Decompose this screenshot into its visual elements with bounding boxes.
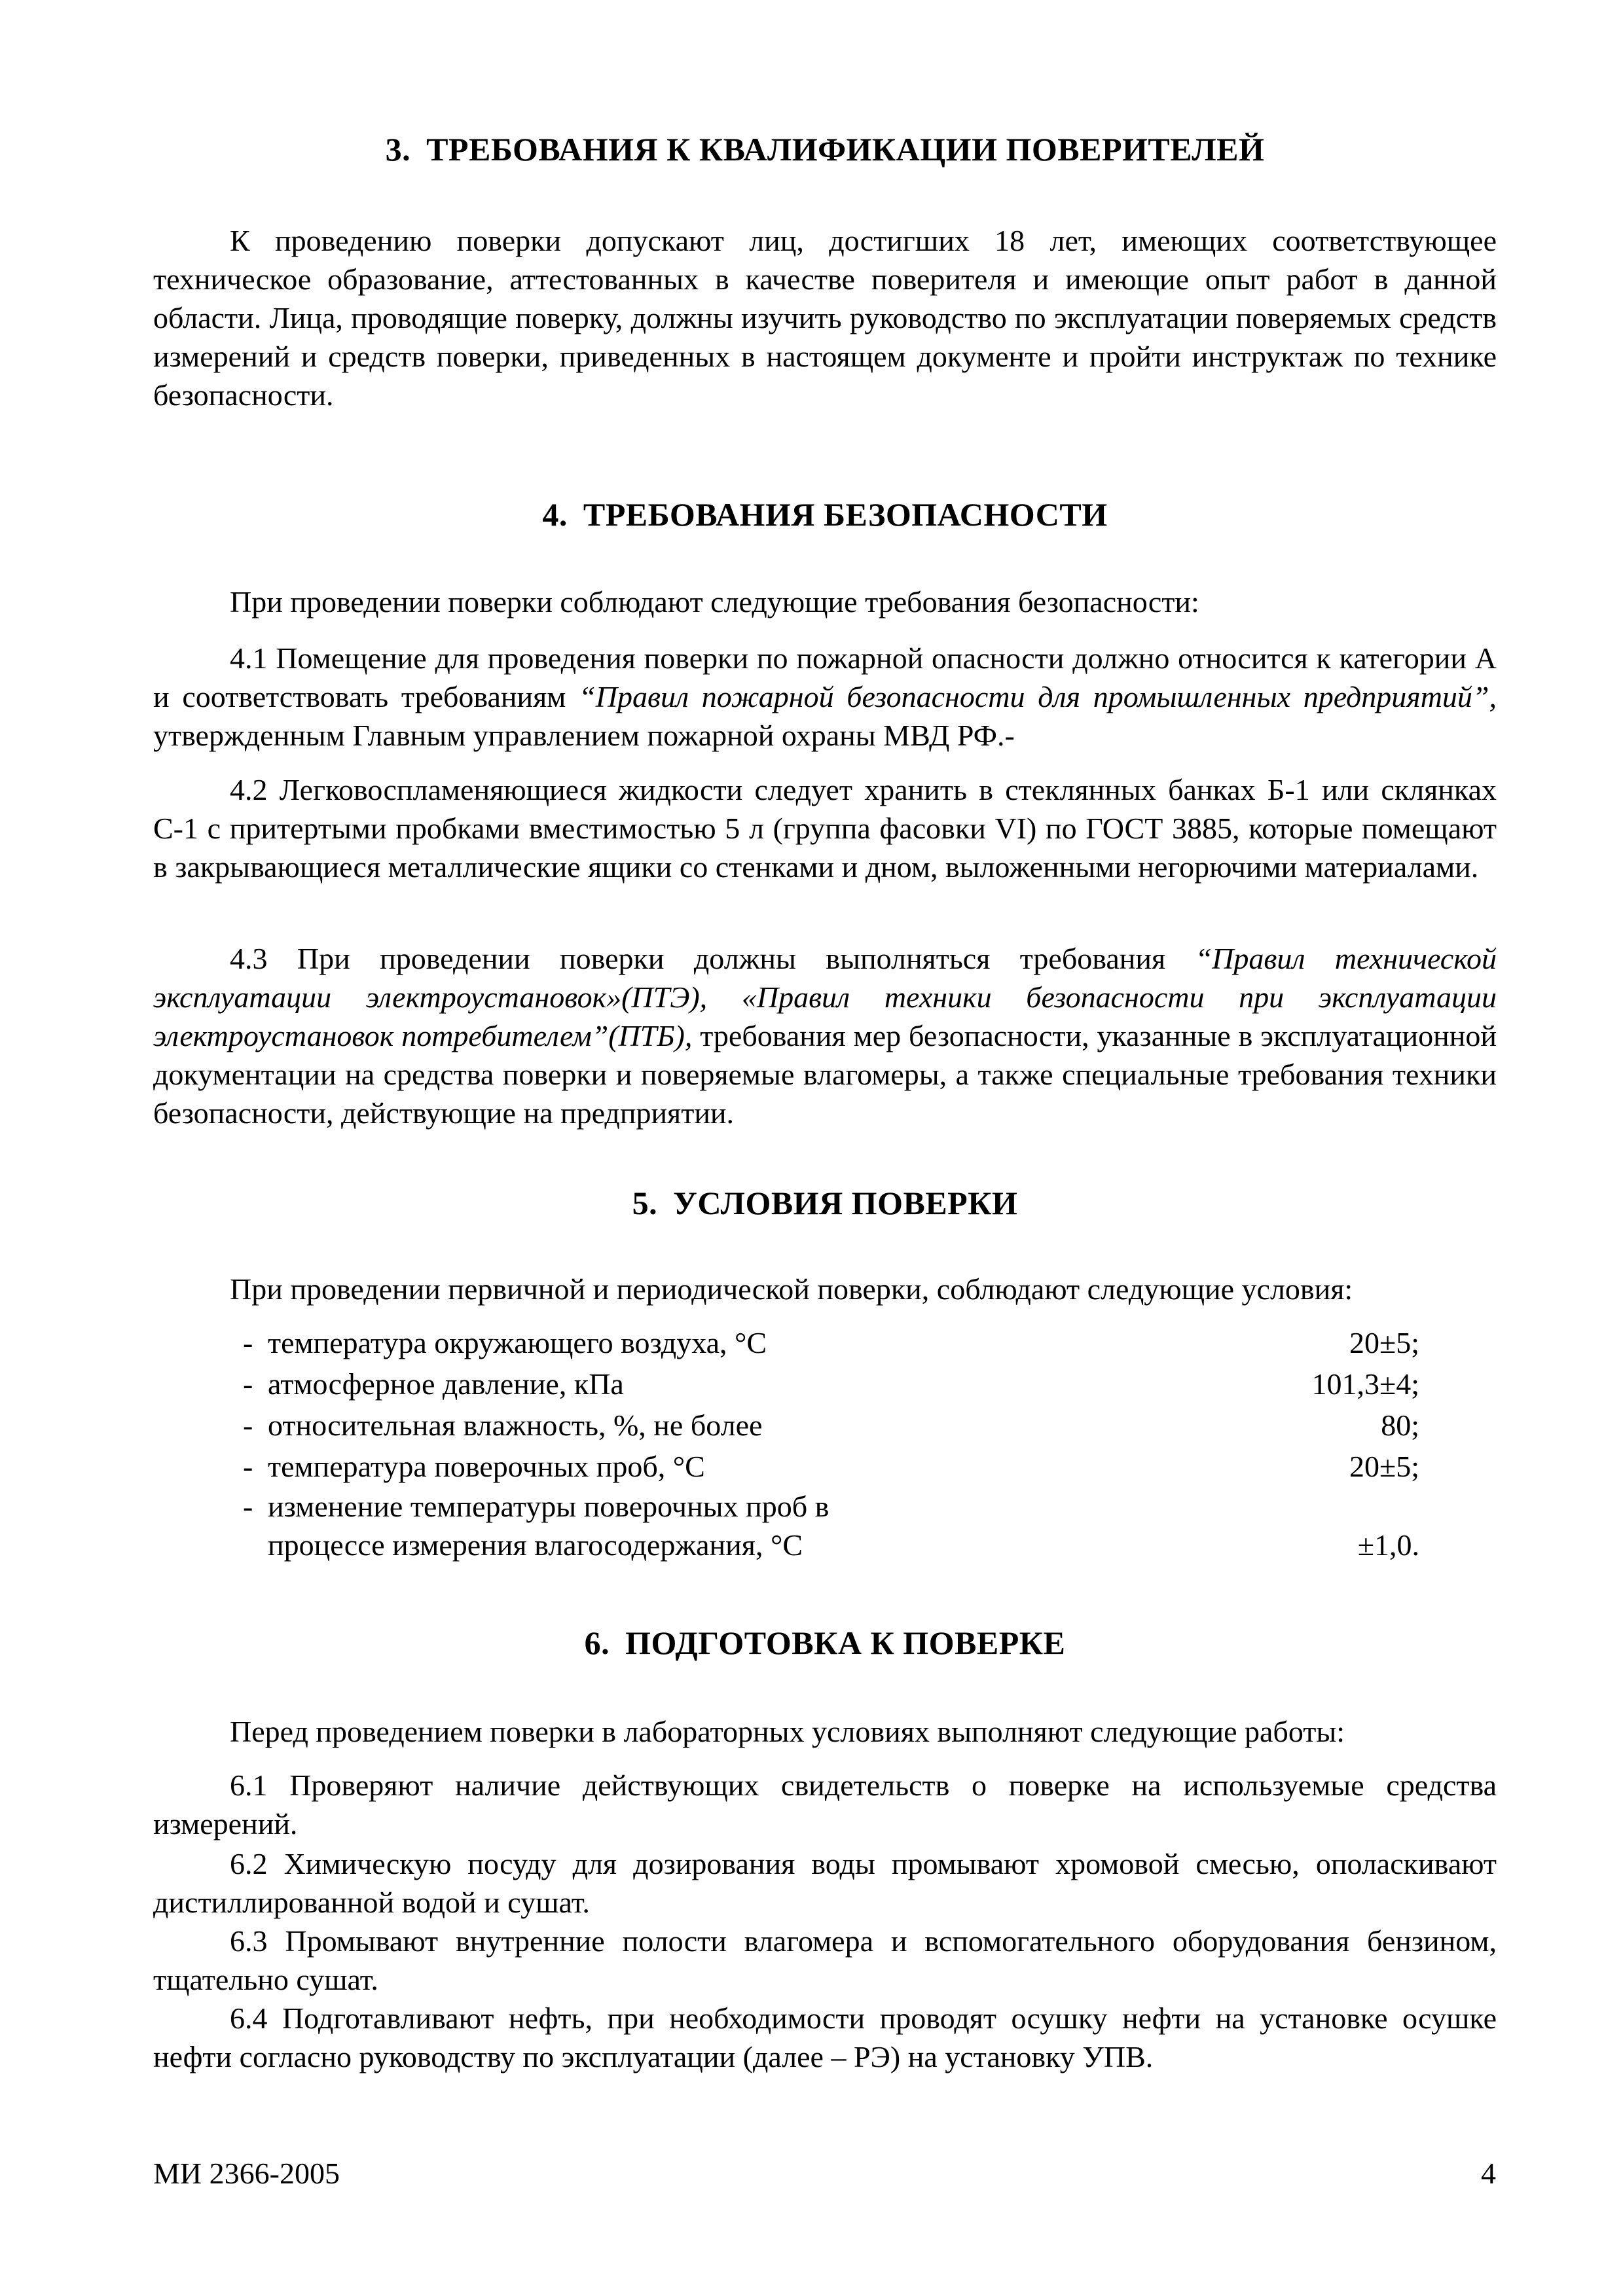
section-3-number: 3. xyxy=(385,131,411,168)
section-4-1-italic: “Правил пожарной безопасности для промышленных предприятий”, xyxy=(579,680,1497,713)
conditions-list xyxy=(153,1322,1497,1564)
section-6-number: 6. xyxy=(584,1624,610,1661)
section-4-3-paragraph xyxy=(153,939,1497,1132)
section-4-1-paragraph xyxy=(153,639,1497,755)
condition-item xyxy=(153,1446,1497,1487)
section-4-intro: При проведении поверки соблюдают следующие требования безопасности: xyxy=(230,585,1199,619)
footer-page-number: 4 xyxy=(1481,2157,1496,2190)
section-6-4-paragraph: 6.4 Подготавливают нефть, при необходимости проводят осушку нефти на установке осушке нефти согласно руководству по эксплуатации (далее – РЭ) на установку УПВ. xyxy=(153,2001,1497,2073)
condition-value: 101,3±4; xyxy=(1311,1367,1419,1401)
section-4-title: ТРЕБОВАНИЯ БЕЗОПАСНОСТИ xyxy=(583,496,1108,533)
section-6-heading xyxy=(153,1623,1497,1662)
condition-value: 20±5; xyxy=(1349,1450,1419,1483)
section-4-1-text-b: утвержденным Главным управлением пожарной охраны МВД РФ.- xyxy=(153,719,1015,752)
section-4-number: 4. xyxy=(542,496,568,533)
section-3-heading xyxy=(153,130,1497,169)
condition-label: изменение температуры поверочных проб в процессе измерения влагосодержания, °С xyxy=(268,1490,830,1562)
section-6-intro: Перед проведением поверки в лабораторных условиях выполняют следующие работы: xyxy=(230,1715,1345,1748)
section-6-1-paragraph: 6.1 Проверяют наличие действующих свидетельств о поверке на используемые средства измерений. xyxy=(153,1768,1497,1840)
section-5-intro: При проведении первичной и периодической поверки, соблюдают следующие условия: xyxy=(230,1272,1353,1306)
condition-label: температура окружающего воздуха, °С xyxy=(268,1326,767,1359)
section-5-number: 5. xyxy=(632,1185,658,1221)
condition-item xyxy=(153,1322,1497,1363)
condition-value: ±1,0. xyxy=(1357,1528,1419,1562)
section-5-heading xyxy=(153,1183,1497,1223)
section-6-3-paragraph: 6.3 Промывают внутренние полости влагомера и вспомогательного оборудования бензином, тщательно сушат. xyxy=(153,1924,1497,1996)
footer-doc-code: МИ 2366-2005 xyxy=(153,2157,340,2190)
condition-item xyxy=(153,1405,1497,1446)
condition-value: 80; xyxy=(1381,1408,1419,1442)
condition-item xyxy=(153,1487,1497,1564)
section-4-2-paragraph: 4.2 Легковоспламеняющиеся жидкости следует хранить в стеклянных банках Б-1 или склянках С-1 с притертыми пробками вместимостью 5 л (группа фасовки VI) по ГОСТ 3885, которые помещают в закрывающиеся металлические ящики со стенками и дном, выложенными негорючими материалами. xyxy=(153,773,1497,884)
section-4-3-italic: “Правил технической эксплуатации электроустановок»(ПТЭ), «Правил техники безопасности при эксплуатации электроустановок потребителем”(ПТБ), xyxy=(153,942,1497,1052)
section-4-1-text-a: 4.1 Помещение для проведения поверки по пожарной опасности должно относится к категории А и соответствовать требованиям xyxy=(153,641,1497,713)
section-6-2-paragraph: 6.2 Химическую посуду для дозирования воды промывают хромовой смесью, ополаскивают дистиллированной водой и сушат. xyxy=(153,1847,1497,1919)
condition-label: относительная влажность, %, не более xyxy=(268,1408,763,1442)
section-4-heading xyxy=(153,495,1497,534)
section-5-title: УСЛОВИЯ ПОВЕРКИ xyxy=(673,1185,1018,1221)
section-6-title: ПОДГОТОВКА К ПОВЕРКЕ xyxy=(625,1624,1066,1661)
section-3-paragraph: К проведению поверки допускают лиц, достигших 18 лет, имеющих соответствующее техническое образование, аттестованных в качестве поверителя и имеющие опыт работ в данной области. Лица, проводящие поверку, должны изучить руководство по эксплуатации поверяемых средств измерений и средств поверки, приведенных в настоящем документе и пройти инструктаж по технике безопасности. xyxy=(153,224,1497,412)
section-3-title: ТРЕБОВАНИЯ К КВАЛИФИКАЦИИ ПОВЕРИТЕЛЕЙ xyxy=(426,131,1265,168)
condition-value: 20±5; xyxy=(1349,1326,1419,1359)
condition-item xyxy=(153,1363,1497,1405)
condition-label: атмосферное давление, кПа xyxy=(268,1367,624,1401)
condition-label: температура поверочных проб, °С xyxy=(268,1450,705,1483)
condition-dash: - xyxy=(243,1367,253,1401)
condition-dash: - xyxy=(243,1408,253,1442)
section-4-3-text-a: 4.3 При проведении поверки должны выполняться требования xyxy=(230,942,1195,975)
condition-dash: - xyxy=(243,1490,253,1523)
condition-dash: - xyxy=(243,1450,253,1483)
section-4-3-text-b: требования мер безопасности, указанные в эксплуатационной документации на средства поверки и поверяемые влагомеры, а также специальные требования техники безопасности, действующие на предприятии. xyxy=(153,1019,1497,1130)
condition-dash: - xyxy=(243,1326,253,1359)
